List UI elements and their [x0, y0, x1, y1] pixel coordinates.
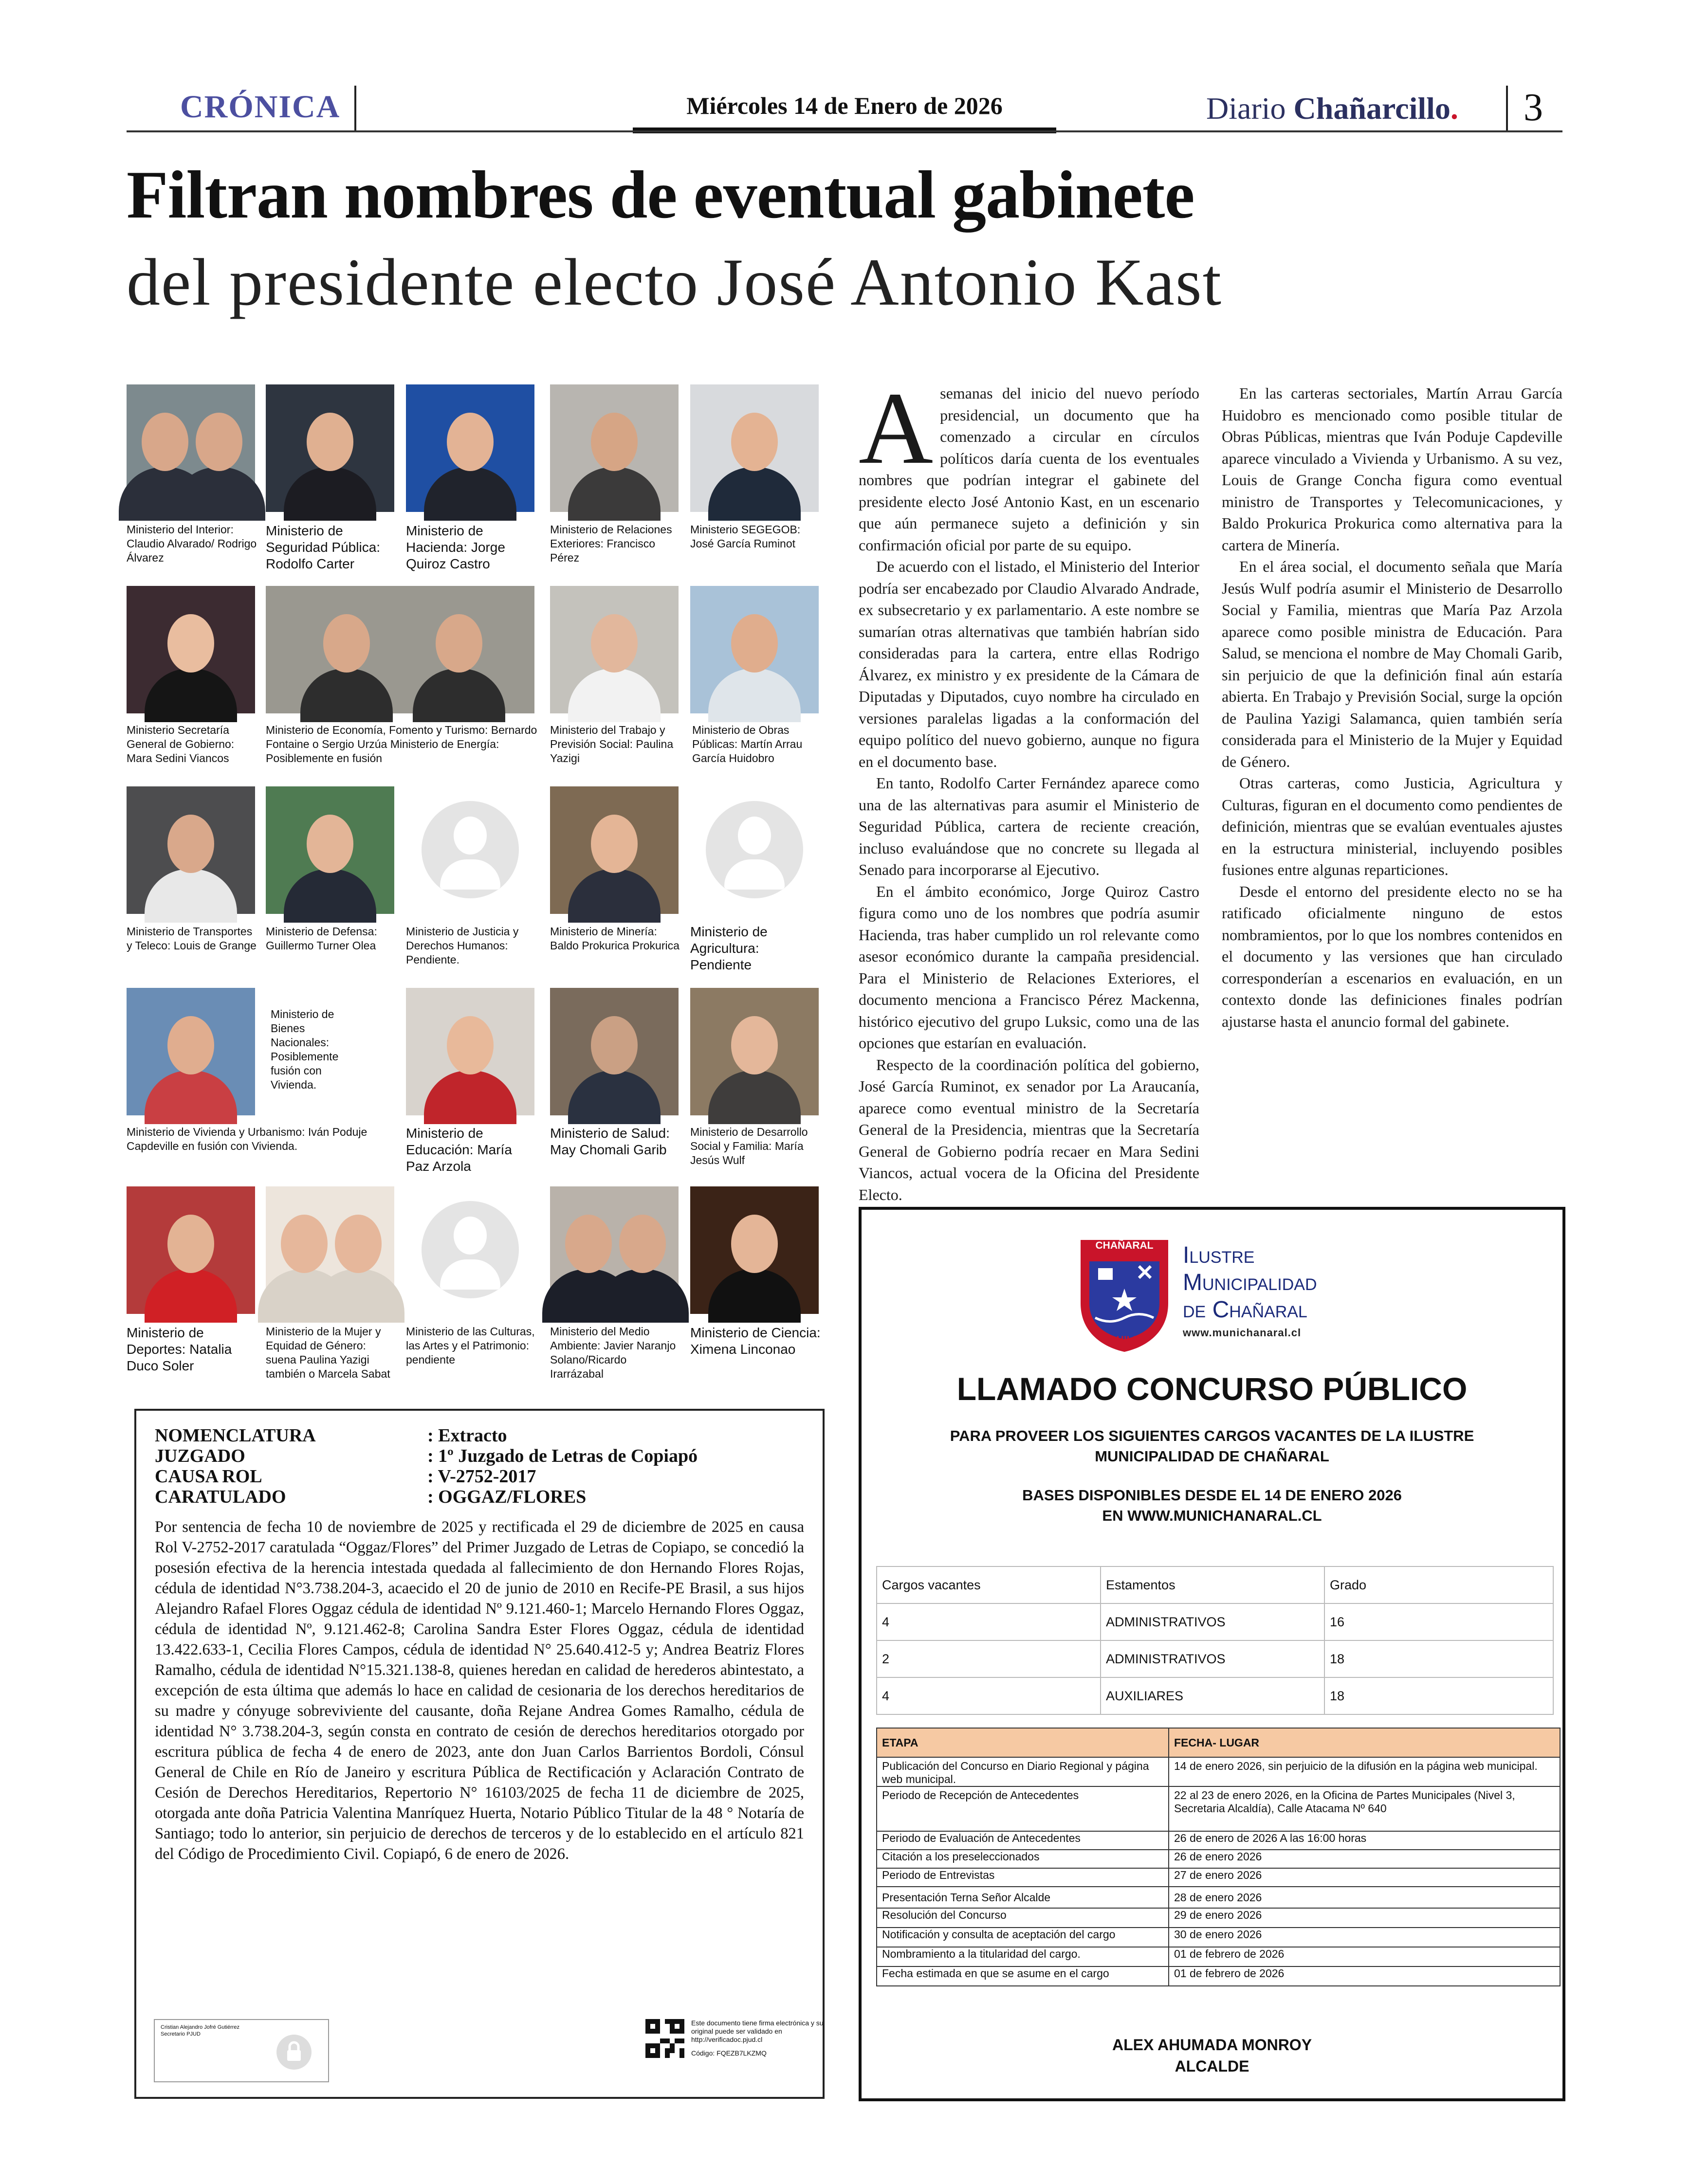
table-cell: 18 [1324, 1677, 1553, 1714]
cabinet-photo [690, 586, 819, 713]
cabinet-photo [406, 384, 534, 512]
signer-name: Cristian Alejandro Jofré Gutiérrez [161, 2024, 240, 2030]
table-cell: 4 [877, 1603, 1101, 1640]
table-cell: Periodo de Evaluación de Antecedentes [877, 1831, 1169, 1850]
crest-top-text: CHAÑARAL [1095, 1240, 1154, 1251]
caption-seguridad: Ministerio de Seguridad Pública: Rodolfo Carter [266, 523, 381, 571]
masthead: Diario Chañarcillo. [1206, 91, 1458, 126]
table-row [877, 1966, 1560, 1986]
ad-bases: BASES DISPONIBLES DESDE EL 14 DE ENERO 2026 EN WWW.MUNICHANARAL.CL [1022, 1487, 1402, 1524]
caption-educacion: Ministerio de Educación: María Paz Arzola [406, 1126, 512, 1174]
table-row [877, 1603, 1553, 1640]
table-cell: Nombramiento a la titularidad del cargo. [877, 1947, 1169, 1966]
article-column-1 [859, 371, 1199, 1203]
table-header: ETAPA [877, 1728, 1169, 1757]
table-cell: 30 de enero 2026 [1169, 1928, 1560, 1947]
caption-vivienda: Ministerio de Vivienda y Urbanismo: Iván Poduje Capdeville en fusión con Vivienda. [127, 1126, 367, 1152]
municipality-url: www.munichanaral.cl [1183, 1327, 1302, 1339]
cabinet-photo [127, 384, 255, 512]
table-cell: 27 de enero 2026 [1169, 1868, 1560, 1887]
table-cell: Resolución del Concurso [877, 1908, 1169, 1928]
article-paragraph-2: De acuerdo con el listado, el Ministerio del Interior podría ser encabezado por Claudio Alvarado Andrade, ex subsecretario y ex parlamentario. A este nombre se sumarían otras alternativas que también habrían sido consideradas para la cartera, entre ellas Rodrigo Álvarez, ex ministro y ex presidente de la Cámara de Diputadas y Diputados, cuyo nombre ha circulado en versiones paralelas ligadas a la conformación del equipo político del nuevo gobierno, aunque no figura en el documento base. [859, 558, 1199, 770]
article-paragraph-7: En el área social, el documento señala que María Jesús Wulf podría asumir el Ministerio de Desarrollo Social y Familia, mientras que María Paz Arzola aparece como posible ministra de Educación. Para Salud, se menciona el nombre de May Chomali Garib, sin perjuicio de que la definición final aún estaría abierta. En Trabajo y Previsión Social, surge la opción de Paulina Yazigi Salamanca, quien también sería considerada para el Ministerio de la Mujer y Equidad de Género. [1222, 558, 1562, 770]
article-paragraph-3: En tanto, Rodolfo Carter Fernández aparece como una de las alternativas para asumir el Ministerio de Seguridad Pública, cartera de reciente creación, incluso evaluándose que no concrete su llegada al Senado para incorporarse al Ejecutivo. [859, 774, 1199, 878]
table-row [877, 1757, 1560, 1786]
header-divider [354, 86, 356, 132]
drop-cap: A [859, 371, 934, 485]
caption-bienes: Ministerio de Bienes Nacionales: Posiblemente fusión con Vivienda. [271, 1008, 339, 1091]
ad-signature: ALEX AHUMADA MONROY ALCALDE [1112, 2036, 1312, 2075]
caption-mujer: Ministerio de la Mujer y Equidad de Género: suena Paulina Yazigi también o Marcela Sabat [266, 1325, 390, 1380]
table-cell: 14 de enero 2026, sin perjuicio de la difusión en la página web municipal. [1169, 1757, 1560, 1786]
table-cell: 4 [877, 1677, 1101, 1714]
table-row [877, 1928, 1560, 1947]
table-header: FECHA- LUGAR [1169, 1728, 1560, 1757]
table-cell: 28 de enero 2026 [1169, 1887, 1560, 1908]
signer-role: Secretario PJUD [161, 2031, 201, 2037]
cabinet-photo [127, 586, 255, 713]
placeholder-avatar-icon [690, 786, 819, 914]
header-divider-2 [1506, 86, 1508, 132]
table-cell: 16 [1324, 1603, 1553, 1640]
table-cell: Notificación y consulta de aceptación del cargo [877, 1928, 1169, 1947]
caption-ciencia: Ministerio de Ciencia: Ximena Linconao [690, 1325, 821, 1357]
table-row [877, 1640, 1553, 1677]
legal-key: CAUSA ROL [155, 1466, 262, 1487]
headline-line-1: Filtran nombres de eventual gabinete [127, 157, 1194, 233]
verification-text: Este documento tiene firma electrónica y su original puede ser validado en http://verificadoc.pjud.cl [691, 2019, 824, 2043]
article-paragraph-1: Asemanas del inicio del nuevo período presidencial, un documento que ha comenzado a circular en círculos políticos daría cuenta de los eventuales nombres que podrían integrar el gabinete del presidente electo José Antonio Kast, en un escenario que aún permanece sujeto a definición y sin confirmación oficial por parte de su equipo. [859, 371, 1199, 554]
crest-bottom-text: CHILE [1109, 1334, 1140, 1346]
table-header-row [877, 1728, 1560, 1757]
caption-mineria: Ministerio de Minería: Baldo Prokurica Prokurica [550, 925, 680, 952]
table-cell: Citación a los preseleccionados [877, 1850, 1169, 1868]
table-row [877, 1947, 1560, 1966]
caption-interior: Ministerio del Interior: Claudio Alvarado/ Rodrigo Álvarez [127, 523, 257, 564]
page-number: 3 [1524, 86, 1543, 129]
table-cell: Publicación del Concurso en Diario Regional y página web municipal. [877, 1757, 1169, 1786]
article-paragraph-5: Respecto de la coordinación política del gobierno, José García Ruminot, ex senador por La Araucanía, aparece como eventual ministro de la Secretaría General de la Presidencia, mientras que la Secretaría General de Gobierno podría recaer en Mara Sedini Viancos, actual vocera de la Oficina del Presidente Electo. [859, 1056, 1199, 1203]
caption-desarrollo: Ministerio de Desarrollo Social y Familia: María Jesús Wulf [690, 1126, 808, 1166]
caption-segegob: Ministerio SEGEGOB: José García Ruminot [690, 523, 801, 550]
cabinet-photo [266, 586, 534, 713]
caption-hacienda: Ministerio de Hacienda: Jorge Quiroz Castro [406, 523, 505, 571]
table-cell: 26 de enero de 2026 A las 16:00 horas [1169, 1831, 1560, 1850]
ad-subtitle: PARA PROVEER LOS SIGUIENTES CARGOS VACANTES DE LA ILUSTRE MUNICIPALIDAD DE CHAÑARAL [950, 1427, 1474, 1465]
electronic-signature [154, 2019, 329, 2082]
cabinet-photo [550, 1186, 679, 1314]
table-cell: 01 de febrero de 2026 [1169, 1966, 1560, 1986]
cabinet-photo [127, 988, 255, 1115]
table-row [877, 1868, 1560, 1887]
table-cell: 22 al 23 de enero 2026, en la Oficina de Partes Municipales (Nivel 3, Secretaria Alcaldía), Calle Atacama Nº 640 [1169, 1786, 1560, 1831]
table-header: Estamentos [1101, 1566, 1324, 1603]
legal-key: CARATULADO [155, 1487, 286, 1507]
headline-line-2: del presidente electo José Antonio Kast [127, 245, 1222, 319]
cabinet-photo [550, 786, 679, 914]
cabinet-photo [690, 1186, 819, 1314]
section-label: CRÓNICA [180, 89, 341, 125]
verification-code: Código: FQEZB7LKZMQ [691, 2049, 767, 2057]
cabinet-photo [266, 384, 394, 512]
legal-meta [155, 1425, 804, 1507]
lock-icon [275, 2033, 313, 2072]
cabinet-photo [127, 786, 255, 914]
caption-deportes: Ministerio de Deportes: Natalia Duco Soler [127, 1325, 232, 1373]
caption-exteriores: Ministerio de Relaciones Exteriores: Francisco Pérez [550, 523, 672, 564]
table-row [877, 1908, 1560, 1928]
table-row [877, 1677, 1553, 1714]
table-cell: Periodo de Entrevistas [877, 1868, 1169, 1887]
table-cell: Presentación Terna Señor Alcalde [877, 1887, 1169, 1908]
caption-medio: Ministerio del Medio Ambiente: Javier Naranjo Solano/Ricardo Irarrázabal [550, 1325, 676, 1380]
article-column-2 [1222, 382, 1562, 1171]
vacancies-table [876, 1566, 1554, 1715]
legal-value: : OGGAZ/FLORES [427, 1487, 587, 1507]
table-row [877, 1887, 1560, 1908]
caption-obras: Ministerio de Obras Públicas: Martín Arrau García Huidobro [692, 724, 803, 764]
table-cell: ADMINISTRATIVOS [1101, 1603, 1324, 1640]
municipal-ad [859, 1207, 1565, 2101]
caption-justicia: Ministerio de Justicia y Derechos Humanos: Pendiente. [406, 925, 519, 966]
header-rule [127, 130, 1562, 132]
table-cell: 18 [1324, 1640, 1553, 1677]
table-cell: Fecha estimada en que se asume en el cargo [877, 1966, 1169, 1986]
legal-signature-block [154, 2019, 824, 2082]
caption-transportes: Ministerio de Transportes y Teleco: Louis de Grange [127, 925, 257, 952]
ad-title: LLAMADO CONCURSO PÚBLICO [956, 1371, 1468, 1407]
cabinet-photo [266, 1186, 394, 1314]
legal-key: NOMENCLATURA [155, 1425, 316, 1446]
cabinet-photo [550, 384, 679, 512]
caption-culturas: Ministerio de las Culturas, las Artes y el Patrimonio: pendiente [406, 1325, 535, 1366]
table-cell: 29 de enero 2026 [1169, 1908, 1560, 1928]
placeholder-avatar-icon [406, 1186, 534, 1314]
issue-date: Miércoles 14 de Enero de 2026 [686, 92, 1003, 119]
qr-code-icon [645, 2019, 684, 2058]
table-cell: ADMINISTRATIVOS [1101, 1640, 1324, 1677]
caption-defensa: Ministerio de Defensa: Guillermo Turner Olea [266, 925, 377, 952]
caption-trabajo: Ministerio del Trabajo y Previsión Social: Paulina Yazigi [550, 724, 674, 764]
table-header: Grado [1324, 1566, 1553, 1603]
cabinet-photo [550, 586, 679, 713]
cabinet-photo [690, 988, 819, 1115]
table-row [877, 1786, 1560, 1831]
cabinet-photo [550, 988, 679, 1115]
legal-value: : 1º Juzgado de Letras de Copiapó [427, 1446, 698, 1466]
article-paragraph-8: Otras carteras, como Justicia, Agricultura y Culturas, figuran en el documento como pendientes de definición, mientras que se evalúan eventuales ajustes en la estructura ministerial, incluyendo posibles fusiones entre algunas reparticiones. [1222, 774, 1562, 878]
cabinet-photo [266, 786, 394, 914]
table-header: Cargos vacantes [877, 1566, 1101, 1603]
table-cell: AUXILIARES [1101, 1677, 1324, 1714]
caption-segegob-general: Ministerio Secretaría General de Gobierno: Mara Sedini Viancos [127, 724, 235, 764]
article-paragraph-4: En el ámbito económico, Jorge Quiroz Castro figura como uno de los nombres que podría asumir Hacienda, tras haber cumplido un rol relevante como asesor económico durante la campaña presidencial. Para el Ministerio de Relaciones Exteriores, el documento menciona a Francisco Pérez Mackenna, histórico ejecutivo del grupo Luksic, como una de las opciones que estarían en evaluación. [859, 882, 1199, 1052]
cabinet-photo [127, 1186, 255, 1314]
table-cell: Periodo de Recepción de Antecedentes [877, 1786, 1169, 1831]
table-header-row [877, 1566, 1553, 1603]
table-cell: 01 de febrero de 2026 [1169, 1947, 1560, 1966]
cabinet-photo [690, 384, 819, 512]
article-paragraph-9: Desde el entorno del presidente electo no se ha ratificado oficialmente ninguno de estos nombramientos, por lo que los nombres contenidos en el documento y las versiones que han circulado corresponderían a escenarios en evaluación, en un contexto donde las definiciones finales podrían ajustarse hasta el anuncio formal del gabinete. [1222, 882, 1562, 1030]
cabinet-photo [406, 988, 534, 1115]
caption-salud: Ministerio de Salud: May Chomali Garib [550, 1126, 670, 1157]
schedule-table [876, 1728, 1561, 1986]
table-cell: 2 [877, 1640, 1101, 1677]
table-cell: 26 de enero 2026 [1169, 1850, 1560, 1868]
table-row [877, 1831, 1560, 1850]
caption-economia: Ministerio de Economía, Fomento y Turismo: Bernardo Fontaine o Sergio Urzúa Ministerio de Energía: Posiblemente en fusión [266, 724, 537, 764]
placeholder-avatar-icon [406, 786, 534, 914]
legal-value: : V-2752-2017 [427, 1466, 536, 1487]
municipality-name: Ilustre Municipalidad de Chañaral [1183, 1242, 1317, 1323]
article-paragraph-6: En las carteras sectoriales, Martín Arrau García Huidobro es mencionado como posible titular de Obras Públicas, mientras que Iván Poduje Capdeville aparece vinculado a Vivienda y Urbanismo. A su vez, Louis de Grange Concha figura como eventual ministro de Transportes y Telecomunicaciones, y Baldo Prokurica Prokurica como alternativa para la cartera de Minería. [1222, 384, 1562, 554]
legal-notice [134, 1409, 825, 2099]
caption-agricultura: Ministerio de Agricultura: Pendiente [690, 924, 768, 972]
table-row [877, 1850, 1560, 1868]
legal-value: : Extracto [427, 1425, 507, 1446]
legal-key: JUZGADO [155, 1446, 245, 1466]
legal-text: Por sentencia de fecha 10 de noviembre de 2025 y rectificada el 29 de diciembre de 2025 en causa Rol V-2752-2017 caratulada “Oggaz/Flores” del Primer Juzgado de Letras de Copiapo, se concedió la posesión efectiva de la herencia intestada quedada al fallecimiento de don Hernando Flores Rojas, cédula de identidad N°3.738.204-3, acaecido el 20 de junio de 2010 en Recife-PE Brasil, a sus hijos Alejandro Rafael Flores Oggaz cédula de identidad Nº 9.121.460-1; Marcelo Hernando Flores Oggaz, cédula de identidad Nº, 9.121.462-8; Carolina Sandra Ester Flores Oggaz, cédula de identidad 13.422.633-1, Cecilia Flores Campos, cédula de identidad N° 25.640.412-5 y; Andrea Beatriz Flores Ramalho, cédula de identidad N°15.321.138-8, quienes heredan en calidad de herederos abintestato, a excepción de esta última que además lo hace en calidad de cesionaria de los derechos hereditarios de su madre y cónyuge sobreviviente del causante, doña Rejane Andrea Gomes Ramalho, cédula de identidad N° 3.738.204-3, según consta en contrato de cesión de derechos hereditarios otorgado por escritura pública de fecha 4 de enero de 2023, ante don Juan Carlos Barrientos Bordoli, Cónsul General de Chile en Río de Janeiro y escritura Pública de Rectificación y Aclaración Contrato de Cesión de Derechos Hereditarios, Repertorio N° 16103/2025 de fecha 11 de diciembre de 2025, otorgada ante doña Patricia Valentina Manríquez Huerta, Notario Público Titular de la 48 ° Notaría de Santiago; todo lo anterior, sin perjuicio de derechos de terceros y de lo establecido en el artículo 821 del Código de Procedimiento Civil. Copiapó, 6 de enero de 2026. [155, 1518, 804, 1863]
